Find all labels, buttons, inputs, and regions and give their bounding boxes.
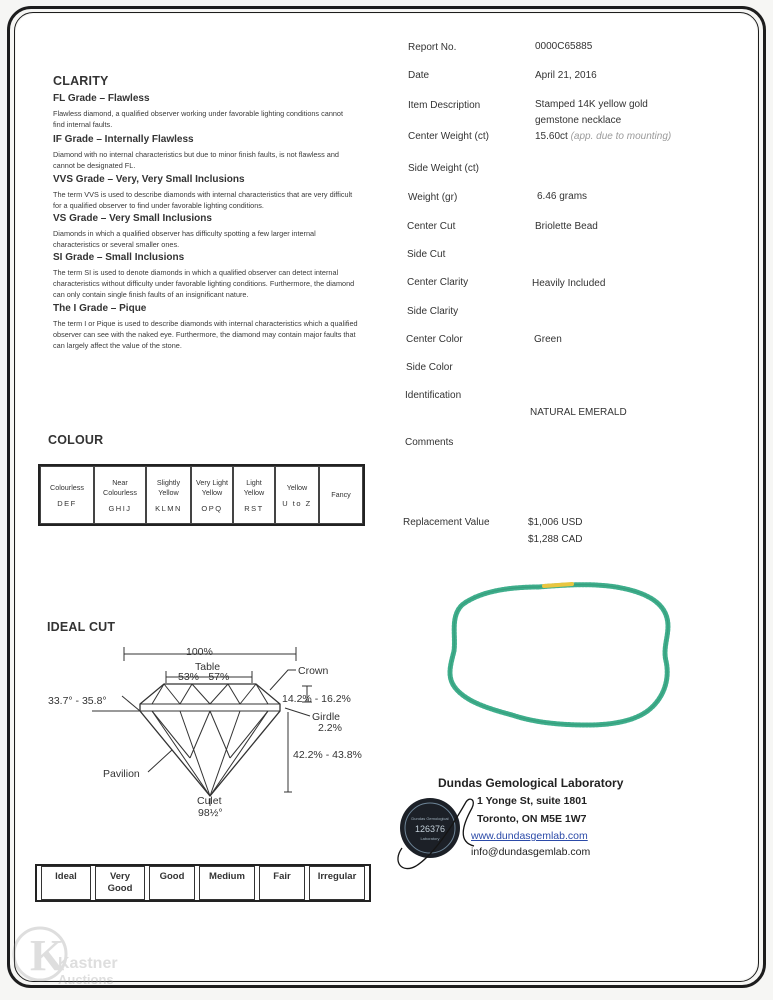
svg-text:Kastner: Kastner (58, 955, 118, 972)
culet-value: 98½° (198, 807, 223, 819)
weight-gr-value: 6.46 grams (537, 191, 588, 202)
lab-name: Dundas Gemological Laboratory (438, 776, 624, 790)
pavilion-label: Pavilion (103, 768, 140, 780)
cut-grade-very-good: Very Good (95, 866, 145, 900)
report-no-value: 0000C65885 (535, 41, 593, 52)
angle-label: 33.7° - 35.8° (48, 695, 107, 707)
item-description-label: Item Description (408, 100, 481, 111)
svg-text:Laboratory: Laboratory (420, 836, 440, 841)
colour-cell-yellow: Yellow U to Z (275, 466, 319, 524)
replacement-value-usd: $1,006 USD (528, 517, 583, 528)
grade-fl-desc: Flawless diamond, a qualified observer working under favorable lighting conditions cannot find internal faults. (53, 109, 344, 129)
report-no-label: Report No. (408, 42, 457, 53)
replacement-value-label: Replacement Value (403, 517, 490, 528)
colour-cell-fancy: Fancy (319, 466, 363, 524)
grade-i-desc: The term I or Pique is used to describe diamonds with internal characteristics which a qualified observer can see with the naked eye. Furthermore, the diamond may contain major faults that can largely affect the value of the stone. (53, 319, 358, 350)
center-weight-label: Center Weight (ct) (408, 131, 489, 142)
seal-number: 126376 (414, 824, 446, 834)
grade-vvs-desc: The term VVS is used to describe diamonds with internal characteristics that are very difficult for a qualified observer to find under favorable lighting conditions. (53, 190, 353, 210)
identification-value: NATURAL EMERALD (530, 407, 627, 418)
identification-label: Identification (405, 390, 462, 401)
ideal-cut-diagram (40, 640, 370, 820)
center-cut-value: Briolette Bead (535, 221, 598, 232)
grade-si-desc: The term SI is used to denote diamonds in which a qualified observer can detect internal characteristics without difficulty under favorable lighting conditions. Furthermore, the diamond can only contain single finish faults of an insignificant nature. (53, 268, 355, 299)
grade-if-desc: Diamond with no internal characteristics but due to minor finish faults, is not flawless and cannot be designated FL. (53, 150, 339, 170)
colour-title: COLOUR (48, 433, 104, 447)
lab-seal (388, 790, 488, 880)
svg-text:Auctions: Auctions (58, 972, 114, 987)
side-color-label: Side Color (406, 362, 453, 373)
item-description-value: Stamped 14K yellow gold gemstone necklace (535, 99, 648, 126)
center-weight-note: (app. due to mounting) (570, 131, 672, 142)
ideal-cut-title: IDEAL CUT (47, 620, 116, 634)
culet-label: Culet (197, 795, 222, 807)
colour-scale-table (38, 464, 365, 526)
grade-vs-desc: Diamonds in which a qualified observer has difficulty spotting a few larger internal characteristics or several smaller ones. (53, 229, 316, 249)
weight-gr-label: Weight (gr) (408, 192, 458, 203)
width-label: 100% (186, 646, 213, 658)
center-color-value: Green (534, 334, 562, 345)
colour-cell-light-yellow: Light Yellow RST (233, 466, 275, 524)
colour-cell-near-colourless: Near Colourless GHIJ (94, 466, 146, 524)
side-clarity-label: Side Clarity (407, 306, 459, 317)
pavilion-range-label: 42.2% - 43.8% (293, 749, 362, 761)
center-clarity-value: Heavily Included (532, 278, 606, 289)
center-color-label: Center Color (406, 334, 463, 345)
grade-if-title: IF Grade – Internally Flawless (53, 134, 194, 145)
grade-vvs-title: VVS Grade – Very, Very Small Inclusions (53, 174, 245, 185)
date-value: April 21, 2016 (535, 70, 597, 81)
colour-cell-colourless: Colourless DEF (40, 466, 94, 524)
center-clarity-label: Center Clarity (407, 277, 469, 288)
grade-fl-title: FL Grade – Flawless (53, 93, 150, 104)
necklace-photo (440, 575, 680, 735)
grade-vs-title: VS Grade – Very Small Inclusions (53, 213, 212, 224)
cut-grade-irregular: Irregular (309, 866, 365, 900)
lab-address-line1: 1 Yonge St, suite 1801 (477, 795, 587, 807)
crown-label: Crown (298, 665, 329, 677)
side-weight-label: Side Weight (ct) (408, 163, 479, 174)
grade-si-title: SI Grade – Small Inclusions (53, 252, 185, 263)
svg-text:K: K (30, 931, 65, 980)
crown-range-label: 14.2% - 16.2% (282, 693, 351, 705)
girdle-label: Girdle (312, 711, 341, 723)
cut-grade-table (35, 864, 371, 902)
center-weight-value: 15.60ct (app. due to mounting) (535, 131, 672, 142)
center-cut-label: Center Cut (407, 221, 456, 232)
girdle-value: 2.2% (318, 722, 342, 734)
svg-text:Dundas Gemological: Dundas Gemological (411, 816, 449, 821)
colour-cell-very-light-yellow: Very Light Yellow OPQ (191, 466, 233, 524)
comments-label: Comments (405, 437, 454, 448)
side-cut-label: Side Cut (407, 249, 446, 260)
colour-cell-slightly-yellow: Slightly Yellow KLMN (146, 466, 191, 524)
cut-grade-medium: Medium (199, 866, 255, 900)
lab-address-line2: Toronto, ON M5E 1W7 (477, 813, 587, 825)
grade-i-title: The I Grade – Pique (53, 303, 147, 314)
replacement-value-cad: $1,288 CAD (528, 534, 583, 545)
watermark-logo (8, 918, 128, 996)
cut-grade-good: Good (149, 866, 195, 900)
table-range-label: 53% - 57% (178, 671, 230, 683)
lab-website-link[interactable]: www.dundasgemlab.com (471, 830, 588, 842)
cut-grade-fair: Fair (259, 866, 305, 900)
lab-email: info@dundasgemlab.com (471, 846, 591, 858)
date-label: Date (408, 70, 430, 81)
table-label: Table (195, 661, 221, 673)
clarity-title: CLARITY (53, 74, 109, 88)
cut-grade-ideal: Ideal (41, 866, 91, 900)
